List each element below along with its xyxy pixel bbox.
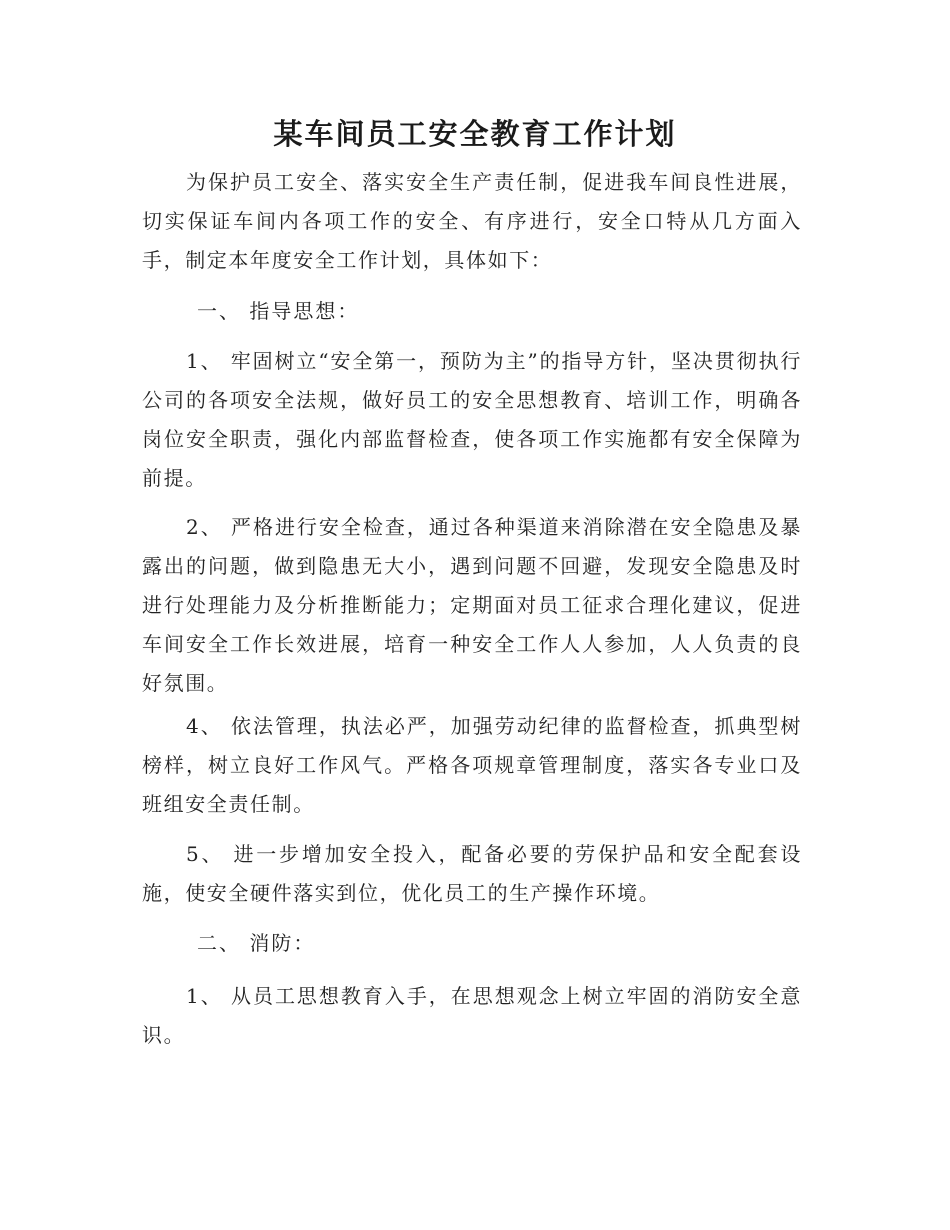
paragraph-item-1: 1、 牢固树立“安全第一，预防为主”的指导方针，坚决贯彻执行公司的各项安全法规，做好员工的安全思想教育、培训工作，明确各岗位安全职责，强化内部监督检查，使各项工作实施都有安全保障为前提。: [142, 349, 802, 490]
paragraph-item-2: 2、 严格进行安全检查，通过各种渠道来消除潜在安全隐患及暴露出的问题，做到隐患无大小，遇到问题不回避，发现安全隐患及时进行处理能力及分析推断能力；定期面对员工征求合理化建议，促进车间安全工作长效进展，培育一种安全工作人人参加，人人负责的良好氛围。: [142, 515, 802, 695]
section-heading-guiding-thought: 一、 指导思想：: [197, 299, 360, 323]
paragraph-item-5: 5、 进一步增加安全投入，配备必要的劳保护品和安全配套设施，使安全硬件落实到位，优化员工的生产操作环境。: [142, 842, 802, 905]
paragraph-fire-item-1: 1、 从员工思想教育入手，在思想观念上树立牢固的消防安全意识。: [142, 984, 802, 1047]
paragraph-item-4: 4、 依法管理，执法必严，加强劳动纪律的监督检查，抓典型树榜样，树立良好工作风气。严格各项规章管理制度，落实各专业口及班组安全责任制。: [142, 714, 802, 816]
intro-paragraph: 为保护员工安全、落实安全生产责任制，促进我车间良性进展，切实保证车间内各项工作的安全、有序进行，安全口特从几方面入手，制定本年度安全工作计划，具体如下：: [142, 170, 802, 272]
section-heading-fire-safety: 二、 消防：: [197, 931, 316, 955]
document-title: 某车间员工安全教育工作计划: [273, 117, 677, 151]
